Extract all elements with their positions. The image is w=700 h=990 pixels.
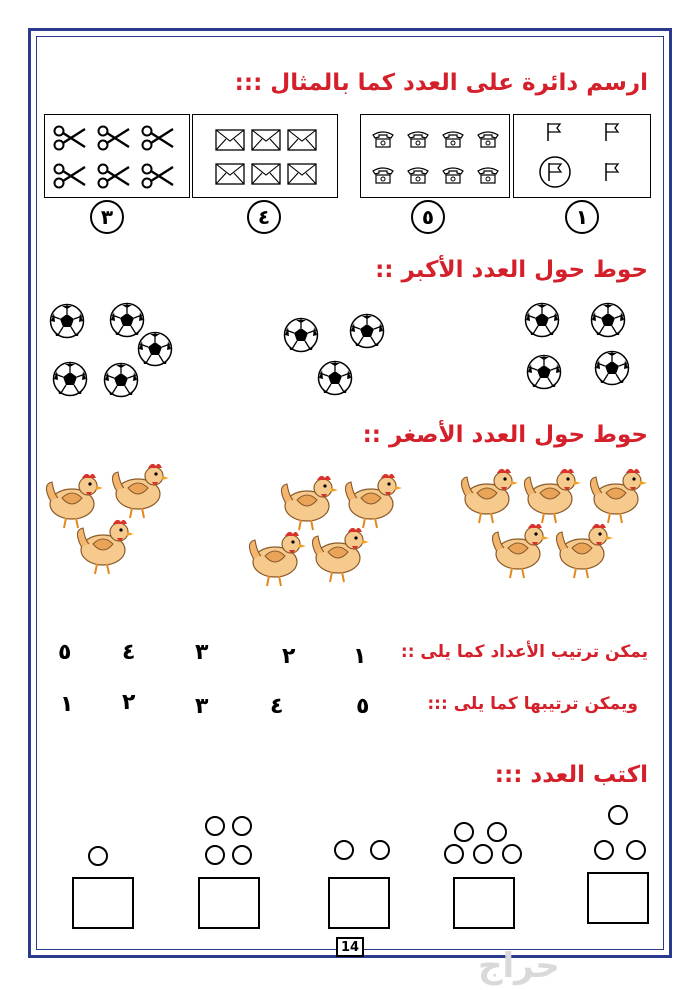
- circle-icon: [370, 840, 390, 860]
- section1-title: ارسم دائرة على العدد كما بالمثال :::: [234, 70, 648, 96]
- soccer-ball-icon: [594, 350, 630, 390]
- answer-box[interactable]: [72, 877, 134, 929]
- page-number: 14: [336, 937, 364, 957]
- scissors-icon: [97, 125, 131, 151]
- sequence-digit: ٥: [58, 640, 72, 665]
- answer-box[interactable]: [198, 877, 260, 929]
- soccer-ball-icon: [526, 354, 562, 394]
- circle-icon: [594, 840, 614, 860]
- soccer-ball-icon: [317, 360, 353, 400]
- telephone-icon: [476, 129, 500, 149]
- circled-flag-icon: [538, 155, 572, 189]
- ascending-label: يمكن ترتيب الأعداد كما يلى ::: [400, 642, 648, 662]
- flag-group-box: [513, 114, 651, 198]
- section4-title: اكتب العدد :::: [494, 762, 648, 788]
- envelope-icon: [215, 129, 245, 151]
- scissors-icon: [53, 163, 87, 189]
- envelope-icon: [287, 129, 317, 151]
- hen-icon: [245, 528, 309, 594]
- circle-icon: [608, 805, 628, 825]
- circle-icon: [487, 822, 507, 842]
- telephone-icon: [441, 129, 465, 149]
- circle-icon: [334, 840, 354, 860]
- circle-icon: [626, 840, 646, 860]
- circle-icon: [502, 844, 522, 864]
- circle-icon: [205, 816, 225, 836]
- telephone-icon: [371, 129, 395, 149]
- sequence-digit: ١: [353, 644, 367, 669]
- soccer-ball-icon: [590, 302, 626, 342]
- telephone-icon: [406, 129, 430, 149]
- answer-box[interactable]: [453, 877, 515, 929]
- telephone-group-box: [360, 114, 510, 198]
- soccer-ball-icon: [349, 313, 385, 353]
- circle-icon: [473, 844, 493, 864]
- number-circle: ٤: [247, 200, 281, 234]
- circle-icon: [232, 845, 252, 865]
- answer-box[interactable]: [328, 877, 390, 929]
- sequence-digit: ٤: [122, 640, 136, 665]
- envelope-icon: [287, 163, 317, 185]
- envelope-group-box: [192, 114, 338, 198]
- soccer-ball-icon: [103, 362, 139, 402]
- sequence-digit: ٤: [270, 694, 284, 719]
- telephone-icon: [371, 165, 395, 185]
- number-circle: ٥: [411, 200, 445, 234]
- sequence-digit: ٢: [282, 644, 296, 669]
- number-circle: ٣: [90, 200, 124, 234]
- sequence-digit: ٣: [195, 694, 209, 719]
- sequence-digit: ٢: [122, 690, 136, 715]
- soccer-ball-icon: [283, 317, 319, 357]
- scissors-icon: [53, 125, 87, 151]
- flag-icon: [544, 121, 566, 143]
- soccer-ball-icon: [52, 361, 88, 401]
- scissors-icon: [141, 125, 175, 151]
- hen-icon: [488, 520, 552, 586]
- sequence-digit: ١: [60, 692, 74, 717]
- section2-title: حوط حول العدد الأكبر ::: [375, 257, 648, 283]
- circle-icon: [232, 816, 252, 836]
- circle-icon: [444, 844, 464, 864]
- flag-icon: [602, 161, 624, 183]
- telephone-icon: [476, 165, 500, 185]
- circle-icon: [454, 822, 474, 842]
- hen-icon: [308, 524, 372, 590]
- envelope-icon: [251, 129, 281, 151]
- number-circle: ١: [565, 200, 599, 234]
- soccer-ball-icon: [49, 303, 85, 343]
- scissors-icon: [97, 163, 131, 189]
- soccer-ball-icon: [524, 302, 560, 342]
- circle-icon: [205, 845, 225, 865]
- soccer-ball-icon: [137, 331, 173, 371]
- watermark: حراج: [478, 946, 560, 986]
- telephone-icon: [441, 165, 465, 185]
- hen-icon: [552, 520, 616, 586]
- circle-icon: [88, 846, 108, 866]
- answer-box[interactable]: [587, 872, 649, 924]
- envelope-icon: [215, 163, 245, 185]
- flag-icon: [602, 121, 624, 143]
- telephone-icon: [406, 165, 430, 185]
- scissors-group-box: [44, 114, 190, 198]
- section3-title: حوط حول العدد الأصغر ::: [362, 422, 648, 448]
- hen-icon: [73, 516, 137, 582]
- sequence-digit: ٥: [356, 694, 370, 719]
- envelope-icon: [251, 163, 281, 185]
- descending-label: ويمكن ترتيبها كما يلى :::: [427, 694, 638, 714]
- sequence-digit: ٣: [195, 640, 209, 665]
- scissors-icon: [141, 163, 175, 189]
